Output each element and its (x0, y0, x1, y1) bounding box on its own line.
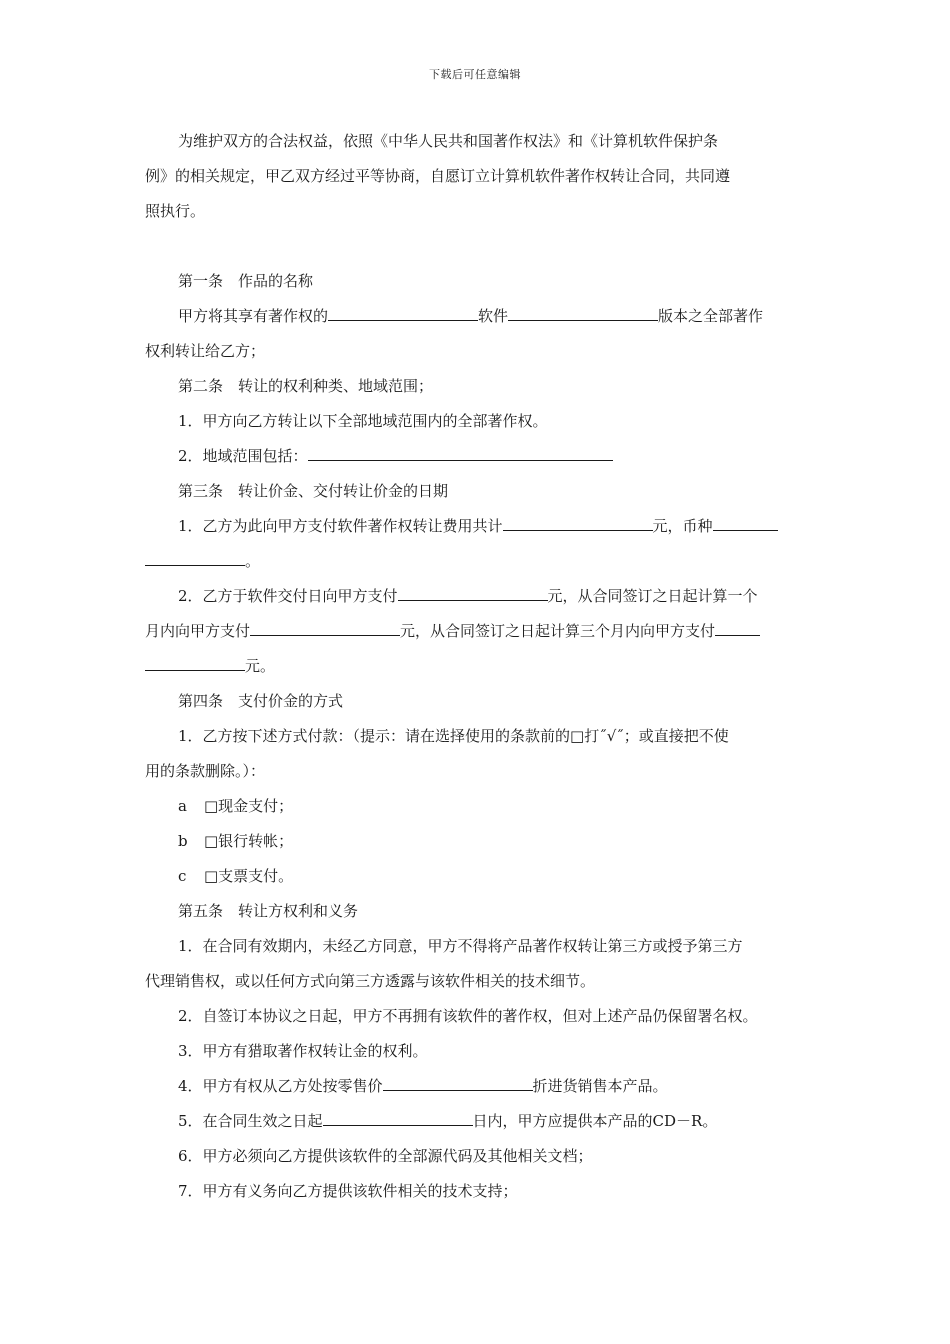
intro-line-2: 例》的相关规定，甲乙双方经过平等协商，自愿订立计算机软件著作权转让合同，共同遵 (145, 167, 731, 185)
article-5-item-5 (145, 1104, 825, 1139)
payment-option-bank-transfer[interactable] (145, 824, 825, 859)
payment-option-check[interactable] (145, 859, 825, 894)
article-4-item-1 (145, 719, 825, 789)
article-1-text-b: 软件 (478, 307, 509, 325)
option-text: □现金支付； (204, 797, 294, 815)
document-body (145, 124, 825, 1209)
article-5-item-7: 7．甲方有义务向乙方提供该软件相关的技术支持； (178, 1182, 518, 1200)
article-5-item-4-text-a: 4．甲方有权从乙方处按零售价 (178, 1077, 383, 1095)
article-3-item-2-text-c: 月内向甲方支付 (145, 622, 251, 640)
article-3-item-1-text-c: 。 (245, 552, 261, 570)
currency-blank-continued[interactable] (145, 551, 245, 566)
article-1-paragraph (145, 299, 825, 369)
article-3-item-1-text-b: 元，币种 (652, 517, 713, 535)
article-1-text-c: 版本之全部著作 (658, 307, 764, 325)
article-2-item-2 (145, 439, 825, 474)
article-5-item-2: 2．自签订本协议之日起，甲方不再拥有该软件的著作权，但对上述产品仍保留署名权。 (178, 1007, 758, 1025)
article-2-item-2-text: 2．地域范围包括： (178, 447, 308, 465)
article-3-title: 第三条 转让价金、交付转让价金的日期 (178, 482, 449, 500)
one-month-payment-blank[interactable] (250, 621, 400, 636)
article-2-item-1: 1．甲方向乙方转让以下全部地域范围内的全部著作权。 (178, 412, 548, 430)
option-text: □银行转帐； (204, 832, 294, 850)
option-letter: a (178, 797, 187, 815)
article-1-title: 第一条 作品的名称 (178, 272, 314, 290)
page-header: 下载后可任意编辑 (429, 68, 521, 81)
region-scope-blank[interactable] (308, 446, 613, 461)
article-1-text-a: 甲方将其享有著作权的 (178, 307, 329, 325)
article-5-title: 第五条 转让方权利和义务 (178, 902, 359, 920)
article-1-text-d: 权利转让给乙方； (145, 342, 266, 360)
article-5-item-6: 6．甲方必须向乙方提供该软件的全部源代码及其他相关文档； (178, 1147, 593, 1165)
transfer-fee-blank[interactable] (503, 516, 653, 531)
article-2-title: 第二条 转让的权利种类、地域范围； (178, 377, 434, 395)
intro-line-1: 为维护双方的合法权益，依照《中华人民共和国著作权法》和《计算机软件保护条 (178, 132, 719, 150)
intro-line-3: 照执行。 (145, 202, 206, 220)
article-3-item-2-text-d: 元，从合同签订之日起计算三个月内向甲方支付 (400, 622, 716, 640)
article-5-item-3: 3．甲方有猎取著作权转让金的权利。 (178, 1042, 428, 1060)
article-5-item-1 (145, 929, 825, 999)
currency-blank[interactable] (713, 516, 778, 531)
section-spacer (145, 229, 825, 264)
article-3-item-1 (145, 509, 825, 579)
article-4-title: 第四条 支付价金的方式 (178, 692, 344, 710)
three-month-payment-blank[interactable] (715, 621, 760, 636)
article-5-item-4-text-b: 折进货销售本产品。 (532, 1077, 668, 1095)
software-name-blank[interactable] (328, 306, 478, 321)
article-5-item-1-text-a: 1．在合同有效期内，未经乙方同意，甲方不得将产品著作权转让第三方或授予第三方 (178, 937, 743, 955)
article-5-item-5-text-b: 日内，甲方应提供本产品的CD－R。 (472, 1112, 718, 1130)
article-5-item-1-text-b: 代理销售权，或以任何方式向第三方透露与该软件相关的技术细节。 (145, 972, 596, 990)
three-month-payment-blank-continued[interactable] (145, 656, 245, 671)
article-4-item-1-text-a: 1．乙方按下述方式付款：（提示：请在选择使用的条款前的□打˝√˝；或直接把不使 (178, 727, 729, 745)
article-3-item-2 (145, 579, 825, 684)
article-3-item-2-text-b: 元，从合同签订之日起计算一个 (547, 587, 758, 605)
intro-paragraph (145, 124, 825, 229)
delivery-payment-blank[interactable] (398, 586, 548, 601)
option-text: □支票支付。 (204, 867, 294, 885)
software-version-blank[interactable] (508, 306, 658, 321)
article-3-item-1-text-a: 1．乙方为此向甲方支付软件著作权转让费用共计 (178, 517, 503, 535)
article-5-item-5-text-a: 5．在合同生效之日起 (178, 1112, 323, 1130)
option-letter: b (178, 832, 188, 850)
article-3-item-2-text-e: 元。 (245, 657, 276, 675)
article-5-item-4 (145, 1069, 825, 1104)
payment-option-cash[interactable] (145, 789, 825, 824)
days-blank[interactable] (323, 1111, 473, 1126)
article-4-item-1-text-b: 用的条款删除。）： (145, 762, 266, 780)
article-3-item-2-text-a: 2．乙方于软件交付日向甲方支付 (178, 587, 398, 605)
discount-blank[interactable] (383, 1076, 533, 1091)
option-letter: c (178, 867, 187, 885)
